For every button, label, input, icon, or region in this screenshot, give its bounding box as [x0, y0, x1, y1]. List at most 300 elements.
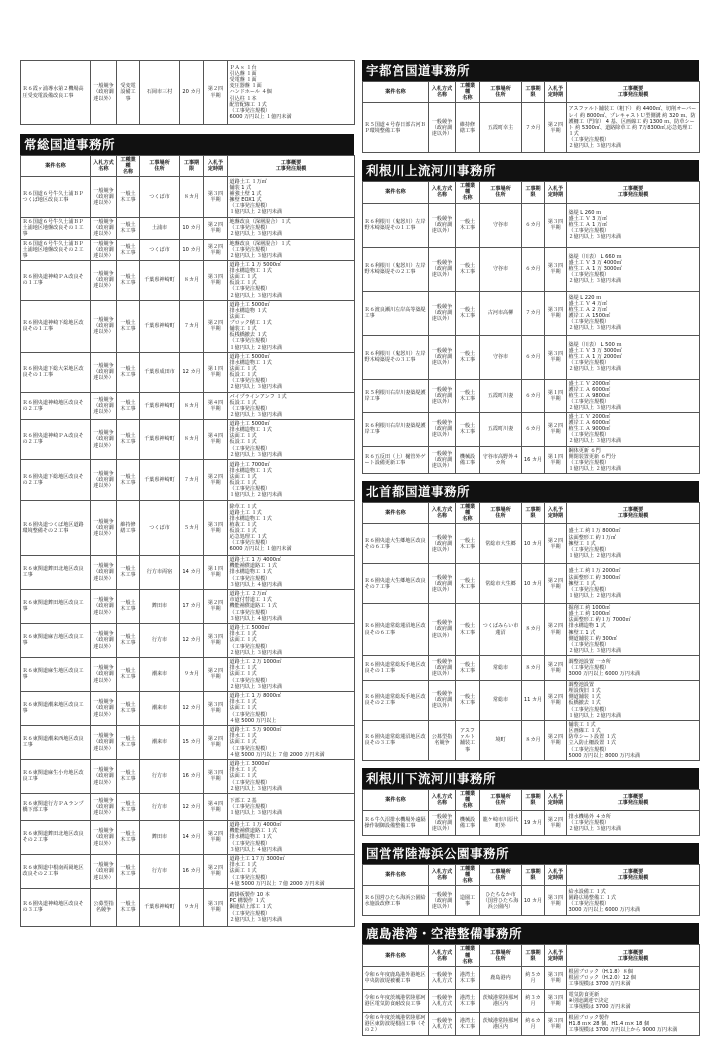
work-place: つくばみらい市蓮沼 [480, 604, 522, 656]
work-type: 一般土木工事 [117, 392, 140, 419]
work-type: 一般土木工事 [456, 379, 480, 412]
bid-time: 第３四半期 [204, 177, 228, 218]
work-place: つくば市 [140, 239, 180, 260]
work-place: 守谷市 [480, 335, 522, 379]
work-place: 守谷市高野外４カ所 [480, 446, 522, 473]
header-work-detail: 工事概要 工事発注規模 [228, 156, 355, 177]
work-type: 一般土木工事 [117, 725, 140, 759]
work-type: 一般土木工事 [117, 459, 140, 500]
header-bid-method: 入札方式 名称 [429, 182, 456, 203]
work-period: ９カ月 [180, 657, 204, 691]
office-section [362, 923, 699, 1035]
work-place: 常総市 [480, 680, 522, 720]
header-bid-method: 入札方式 名称 [429, 945, 456, 966]
work-period: 約３カ月 [522, 989, 545, 1012]
header-bid-time: 入札予 定時期 [545, 182, 567, 203]
work-place: 潮来市 [140, 691, 180, 725]
bid-method: 一般競争（政府調達以外） [91, 623, 117, 657]
header-work-period: 工事期限 [522, 502, 545, 523]
table-row [363, 335, 700, 379]
header-work-type: 工種業種 名称 [456, 182, 480, 203]
project-name: Ｒ６圏央道大生郷地区改良その７工事 [363, 564, 429, 604]
table-row [363, 524, 700, 564]
work-period: ７カ月 [180, 300, 204, 352]
work-place: 行方市 [140, 759, 180, 793]
header-project-name: 案件名称 [363, 789, 429, 810]
bid-method: 一般競争（政府調達以外） [91, 61, 117, 125]
work-period: 10 カ月 [522, 886, 545, 916]
work-detail: 道路土工 ２万 1000㎥ 排水工 １式 法面工 １式 （工事発注規模） ２億円以上 ３億円未満 [228, 657, 355, 691]
header-work-period: 工事期限 [180, 156, 204, 177]
work-detail: 道路土工 ５万 9000㎥ 排水工 １式 法面工 １式 （工事発注規模） ４億 5000 万円以上 ７億 2000 万円未満 [228, 725, 355, 759]
project-name: Ｒ６渡良瀬川左岸高等築堤工事 [363, 291, 429, 335]
header-project-name: 案件名称 [363, 182, 429, 203]
project-name: Ｒ６国道６号牛久土浦ＢＰ土浦地区地盤改良その２工事 [21, 239, 91, 260]
project-name: Ｒ６圏央道大生郷地区改良その６工事 [363, 524, 429, 564]
bid-method: 一般競争（政府調達以外） [91, 589, 117, 623]
table-header-row [363, 945, 700, 966]
work-place: 五霞町川妻 [480, 413, 522, 446]
work-period: 10 カ月 [180, 239, 204, 260]
work-detail: 道路土工 7000㎥ 排水構造物工 １式 法面工 １式 仮設工 １式 （工事発注規模） １億円以上 ２億円未満 [228, 459, 355, 500]
project-name: Ｒ６東関道鉾田地区改良工事 [21, 589, 91, 623]
work-detail: 地盤改良（深層混合）１式 （工事発注規模） ２億円以上 ３億円未満 [228, 218, 355, 239]
work-detail: 道路土工 5000㎥ 排水工 １式 法面工 １式 （工事発注規模） ２億円以上 ３億円未満 [228, 623, 355, 657]
work-place: ひたちなか市（国営ひたち海浜公園内） [480, 886, 522, 916]
bid-method: 一般競争（政府調達以外） [91, 820, 117, 854]
bid-time: 第２四半期 [204, 725, 228, 759]
work-detail: 道路土工 ２万㎥ 市道付替道工 １式 機能補償道路工 １式 （工事発注規模） ３億円以上 ４億円未満 [228, 589, 355, 623]
work-period: 12 カ月 [180, 691, 204, 725]
office-section [362, 768, 699, 836]
bid-method: 一般競争（政府調達以外） [91, 352, 117, 392]
work-type: 港湾土木工事 [456, 1012, 480, 1035]
office-title: 宇都宮国道事務所 [362, 60, 699, 81]
bid-time: 第３四半期 [204, 759, 228, 793]
work-place: 千葉県神崎町 [140, 459, 180, 500]
header-project-name: 案件名称 [363, 502, 429, 523]
work-period: 14 カ月 [180, 555, 204, 589]
work-place: つくば市 [140, 500, 180, 555]
bid-time: 第２四半期 [545, 103, 567, 153]
bid-time: 第３四半期 [204, 260, 228, 300]
project-name: Ｒ６牛久沼排水機場外遠隔操作制御設備整備工事 [363, 811, 429, 836]
office-section [362, 481, 699, 761]
bid-method: 一般競争（政府調達以外） [429, 291, 456, 335]
contract-table [362, 181, 700, 474]
work-type: 一般土木工事 [117, 820, 140, 854]
table-header-row [21, 156, 355, 177]
bid-method: 一般競争（政府調達以外） [91, 691, 117, 725]
work-place: 行方市 [140, 854, 180, 888]
bid-time: 第３四半期 [545, 886, 567, 916]
bid-time: 第３四半期 [545, 203, 567, 247]
work-period: ５カ月 [180, 500, 204, 555]
bid-method: 一般競争（政府調達以外） [91, 260, 117, 300]
bid-time: 第２四半期 [204, 239, 228, 260]
work-period: ８カ月 [180, 419, 204, 459]
work-period: ７カ月 [522, 291, 545, 335]
bid-method: 一般競争入札方式 [429, 1012, 456, 1035]
office-section [362, 843, 699, 916]
header-work-period: 工事期限 [522, 945, 545, 966]
work-place: 千葉県成田市 [140, 352, 180, 392]
header-bid-time: 入札予 定時期 [545, 502, 567, 523]
work-type: 一般土木工事 [117, 623, 140, 657]
work-detail: 盛土工 約１万 8000㎥ 法面整形工 約１万㎡ 擁壁工 １式 （工事発注規模） １億円以上 ２億円未満 [567, 524, 700, 564]
table-row [21, 218, 355, 239]
header-work-detail: 工事概要 工事発注規模 [567, 82, 700, 103]
project-name: 令和６年度鹿島港外港地区中央防波堤被覆工事 [363, 966, 429, 989]
bid-time: 第１四半期 [204, 555, 228, 589]
work-type: 一般土木工事 [117, 691, 140, 725]
table-row [21, 419, 355, 459]
table-row [21, 392, 355, 419]
bid-method: 一般競争（政府調達以外） [91, 854, 117, 888]
project-name: Ｒ６東関道麻吉地区改良工事 [21, 623, 91, 657]
bid-method: 一般競争（政府調達以外） [91, 177, 117, 218]
work-detail: 調整池設置 一カ所 （工事発注規模） 3000 万円以上 6000 万円未満 [567, 655, 700, 680]
bid-time: 第４四半期 [204, 392, 228, 419]
bid-time: 第２四半期 [545, 564, 567, 604]
bid-time: 第２四半期 [204, 820, 228, 854]
bid-method: 一般競争（政府調達以外） [91, 500, 117, 555]
table-header-row [363, 182, 700, 203]
table-row [21, 820, 355, 854]
work-type: 造園工事 [456, 886, 480, 916]
work-place: 守谷市 [480, 203, 522, 247]
contract-table [20, 60, 355, 125]
table-row [363, 247, 700, 291]
work-type: 機械設備工事 [456, 811, 480, 836]
header-bid-method: 入札方式 名称 [429, 82, 456, 103]
work-period: 20 カ月 [180, 61, 204, 125]
bid-time: 第４四半期 [204, 793, 228, 820]
table-row [363, 291, 700, 335]
header-work-detail: 工事概要 工事発注規模 [567, 789, 700, 810]
project-name: Ｒ６国営ひたち海浜公園給水施設改修工事 [363, 886, 429, 916]
work-detail: 道路土工 1７万 3000㎥ 排水工 １式 法面工 １式 （工事発注規模） ４億 5000 万円以上 ７億 2000 万円未満 [228, 854, 355, 888]
work-period: ８カ月 [180, 392, 204, 419]
contract-table [20, 155, 355, 927]
work-place: 千葉県神崎町 [140, 419, 180, 459]
work-detail: 築堤（川表） L 500 ｍ 盛土工 Ｖ 3 万 3000㎥ 植生工 Ａ 1 万 2000㎥ （工事発注規模） ２億円以上 ３億円未満 [567, 335, 700, 379]
bid-method: 一般競争（政府調達以外） [429, 335, 456, 379]
work-place: 守谷市 [480, 247, 522, 291]
project-name: Ｒ６圏央道神崎ＰＡ改良その２工事 [21, 419, 91, 459]
bid-method: 一般競争（政府調達以外） [91, 218, 117, 239]
work-type: 一般土木工事 [456, 564, 480, 604]
work-detail: 電気防食更新 ※別途調達で決定 工事規模は 3700 万円未満 [567, 989, 700, 1012]
bid-time: 第２四半期 [545, 604, 567, 656]
bid-time: 第３四半期 [545, 335, 567, 379]
bid-method: 一般競争（政府調達以外） [91, 759, 117, 793]
work-place: 鉾田市 [140, 820, 180, 854]
header-work-place: 工事場所 住所 [480, 789, 522, 810]
project-name: Ｒ６利根川（鬼怒川）左岸野木崎築堤その１工事 [363, 203, 429, 247]
office-section [362, 60, 699, 153]
header-work-place: 工事場所 住所 [480, 182, 522, 203]
table-row [21, 854, 355, 888]
office-section [362, 160, 699, 474]
work-detail: 根固ブロック製作 H1.8 ｍ× 28 個、H1.4 ｍ× 18 個 工事規模は 3700 万円以上から 9000 万円未満 [567, 1012, 700, 1035]
work-place: 境町 [480, 720, 522, 760]
contract-table [362, 944, 700, 1035]
table-row [21, 500, 355, 555]
table-row [21, 623, 355, 657]
table-row [363, 966, 700, 989]
bid-time: 第３四半期 [545, 1012, 567, 1035]
work-place: 鉾田市 [140, 589, 180, 623]
work-period: 16 カ月 [180, 759, 204, 793]
work-period: ８カ月 [180, 177, 204, 218]
work-place: 土浦市 [140, 218, 180, 239]
bid-time: 第２四半期 [204, 854, 228, 888]
bid-method: 一般競争（政府調達以外） [91, 725, 117, 759]
work-type: 一般土木工事 [456, 604, 480, 656]
table-row [363, 203, 700, 247]
header-work-detail: 工事概要 工事発注規模 [567, 865, 700, 886]
work-place: 千葉県神崎町 [140, 888, 180, 926]
work-detail: 道路土工 5000㎥ 排水構造物 １式 法面工 ブロック積工 １式 舗装工 １式 仮桟橋撤去 １式 （工事発注規模） １億円以上 ２億円未満 [228, 300, 355, 352]
bid-time: 第４四半期 [204, 419, 228, 459]
table-row [21, 239, 355, 260]
table-row [21, 300, 355, 352]
bid-method: 一般競争（政府調達以外） [429, 811, 456, 836]
table-row [21, 260, 355, 300]
bid-time: 第３四半期 [545, 989, 567, 1012]
bid-method: 一般競争（政府調達以外） [429, 564, 456, 604]
work-type: 維持修繕工事 [117, 500, 140, 555]
table-header-row [363, 82, 700, 103]
work-type: 一般土木工事 [456, 203, 480, 247]
project-name: Ｒ６東関道麻生小舟地区改良工事 [21, 759, 91, 793]
work-type: 受変電設備工事 [117, 61, 140, 125]
project-name: Ｒ６圏央道下総地区改良その２工事 [21, 459, 91, 500]
table-row [363, 564, 700, 604]
work-detail: 下部工 ２基 （工事発注規模） １億円以上 ３億円未満 [228, 793, 355, 820]
work-type: 一般土木工事 [117, 300, 140, 352]
work-detail: 調整池設置 埋設復旧 １式 側道舗装 １式 仮橋撤去 １式 （工事発注規模） １億円以上 ２億円未満 [567, 680, 700, 720]
bid-method: 一般競争（政府調達以外） [91, 555, 117, 589]
project-name: Ｒ６霞ヶ浦導水第２機場高圧受変電設備改良工事 [21, 61, 91, 125]
header-work-detail: 工事概要 工事発注規模 [567, 502, 700, 523]
work-period: ６カ月 [522, 203, 545, 247]
project-name: Ｒ６利根川（鬼怒川）左岸野木崎築堤その２工事 [363, 247, 429, 291]
work-period: 約６カ月 [522, 1012, 545, 1035]
work-detail: 除草工 １式 道路土工 １式 排水構造物工 １式 植栽工 １式 仮設工 １式 応急処理工 １式 （工事発注規模） 6000 万円以上 １億円未満 [228, 500, 355, 555]
table-row [21, 725, 355, 759]
project-name: Ｒ６東関道鉾田北地区改良工事 [21, 555, 91, 589]
work-period: ７カ月 [522, 103, 545, 153]
header-bid-time: 入札予 定時期 [545, 789, 567, 810]
office-section [20, 60, 354, 125]
work-period: 10 カ月 [522, 564, 545, 604]
office-title: 鹿島港湾・空港整備事務所 [362, 923, 699, 944]
header-work-place: 工事場所 住所 [480, 865, 522, 886]
table-row [363, 413, 700, 446]
work-period: ６カ月 [522, 379, 545, 412]
work-detail: 道路土工 3000㎥ 排水工 １式 法面工 １式 （工事発注規模） ２億円以上 ３億円未満 [228, 759, 355, 793]
work-type: 一般土木工事 [117, 657, 140, 691]
office-title: 北首都国道事務所 [362, 481, 699, 502]
work-period: 11 カ月 [522, 680, 545, 720]
work-place: 潮来市 [140, 657, 180, 691]
work-type: 一般土木工事 [456, 291, 480, 335]
header-project-name: 案件名称 [363, 82, 429, 103]
bid-time: 第３四半期 [204, 500, 228, 555]
bid-method: 一般競争（政府調達以外） [91, 657, 117, 691]
header-work-period: 工事期限 [522, 82, 545, 103]
header-bid-time: 入札予 定時期 [204, 156, 228, 177]
bid-method: 公募型指名競争 [91, 888, 117, 926]
bid-time: 第３四半期 [204, 691, 228, 725]
table-row [363, 103, 700, 153]
bid-method: 一般競争（政府調達以外） [429, 680, 456, 720]
bid-method: 一般競争入札方式 [429, 966, 456, 989]
work-detail: 道路土工 １万 4000㎥ 機能補償道路工 １式 排水構造物工 １式 （工事発注規模） ３億円以上 ４億円未満 [228, 820, 355, 854]
work-detail: 根固ブロック（H.1.8）８個 根固ブロック（H.2.0）12 個 工事規模は 3700 万円未満 [567, 966, 700, 989]
header-work-type: 工種業種 名称 [456, 502, 480, 523]
work-place: 茨城港常陸那珂港区内 [480, 989, 522, 1012]
work-place: 行方市 [140, 623, 180, 657]
bid-time: 第２四半期 [204, 300, 228, 352]
work-type: 一般土木工事 [456, 413, 480, 446]
project-name: Ｒ６圏央道常総坂手地区改良その１工事 [363, 655, 429, 680]
project-name: Ｒ６東関道鉾田北地区改良その２工事 [21, 820, 91, 854]
project-name: 令和６年度茨城港常陸那珂港区東防波堤根固工事（その２） [363, 1012, 429, 1035]
project-name: Ｒ６東関道潮来西地区改良工事 [21, 725, 91, 759]
bid-method: 公募型指名競争 [429, 720, 456, 760]
header-bid-method: 入札方式 名称 [429, 502, 456, 523]
right-column [362, 60, 699, 1043]
work-period: 12 カ月 [180, 352, 204, 392]
bid-time: 第３四半期 [545, 966, 567, 989]
work-detail: 築堤（川表） L 660 ｍ 盛土工 Ｖ 3 万 4000㎥ 植生工 Ａ 1 万 3000㎥ （工事発注規模） ２億円以上 ３億円未満 [567, 247, 700, 291]
work-detail: 道路土工 5000㎥ 排水構造物工 １式 法面工 １式 仮設工 １式 （工事発注規模） ２億円以上 ３億円未満 [228, 352, 355, 392]
table-header-row [363, 502, 700, 523]
bid-time: 第２四半期 [545, 413, 567, 446]
office-section [20, 134, 354, 927]
work-type: 一般土木工事 [117, 759, 140, 793]
header-work-type: 工種業種 名称 [456, 789, 480, 810]
work-detail: 築堤 L 260 ｍ 盛土工 Ｖ 3 万㎥ 植生工 Ａ 1 万㎥ （工事発注規模） ２億円以上 ３億円未満 [567, 203, 700, 247]
work-period: ８カ月 [522, 655, 545, 680]
table-row [363, 655, 700, 680]
work-period: 15 カ月 [180, 725, 204, 759]
header-project-name: 案件名称 [21, 156, 91, 177]
header-work-place: 工事場所 住所 [480, 945, 522, 966]
project-name: Ｒ６東関道潮来地区改良工事 [21, 691, 91, 725]
table-header-row [363, 865, 700, 886]
work-detail: 築堤 L 220 ｍ 盛土工 Ｖ 4 万㎥ 植生工 Ａ 2 万㎥ 護岸工 Ａ 1500㎡ （工事発注規模） ２億円以上 ３億円未満 [567, 291, 700, 335]
work-period: ９カ月 [180, 888, 204, 926]
bid-time: 第３四半期 [545, 291, 567, 335]
work-type: 港湾土木工事 [456, 966, 480, 989]
header-work-period: 工事期限 [522, 789, 545, 810]
header-work-detail: 工事概要 工事発注規模 [567, 945, 700, 966]
work-period: ７カ月 [180, 459, 204, 500]
work-type: 機械設備工事 [456, 446, 480, 473]
work-place: 千葉県神崎町 [140, 260, 180, 300]
bid-time: 第１四半期 [545, 446, 567, 473]
project-name: Ｒ５国道４号春日部古河ＢＰ環境整備工事 [363, 103, 429, 153]
office-title: 常総国道事務所 [20, 134, 354, 155]
work-type: 一般土木工事 [456, 680, 480, 720]
work-detail: 道路土工 １万㎥ 舗装 1 式 補強土壁 1 式 擁壁 EOX1 式 （工事発注規模） １億円以上 ２億円未満 [228, 177, 355, 218]
work-type: 一般土木工事 [117, 177, 140, 218]
work-place: 行方市 [140, 793, 180, 820]
work-type: 一般土木工事 [117, 793, 140, 820]
bid-method: 一般競争（政府調達以外） [429, 203, 456, 247]
work-type: 一般土木工事 [117, 589, 140, 623]
work-period: 16 カ月 [522, 446, 545, 473]
bid-time: 第３四半期 [204, 623, 228, 657]
work-period: ８カ月 [180, 260, 204, 300]
project-name: Ｒ６東関道行方ＰＡランプ橋下部工事 [21, 793, 91, 820]
bid-time: 第１四半期 [545, 379, 567, 412]
table-row [21, 61, 355, 125]
left-column [20, 60, 354, 934]
header-bid-time: 入札予 定時期 [545, 945, 567, 966]
work-type: 一般土木工事 [456, 655, 480, 680]
work-period: ６カ月 [522, 335, 545, 379]
bid-time: 第２四半期 [545, 720, 567, 760]
project-name: Ｒ６国道６号牛久土浦ＢＰ土浦地区地盤改良その１工事 [21, 218, 91, 239]
header-project-name: 案件名称 [363, 865, 429, 886]
work-type: 一般土木工事 [117, 888, 140, 926]
project-name: Ｒ６圏央道常総坂手地区改良その２工事 [363, 680, 429, 720]
header-bid-method: 入札方式 名称 [91, 156, 117, 177]
table-row [363, 989, 700, 1012]
header-bid-time: 入札予 定時期 [545, 865, 567, 886]
header-work-type: 工種業種 名称 [456, 82, 480, 103]
header-project-name: 案件名称 [363, 945, 429, 966]
work-detail: 盛土工 Ｖ 2000㎥ 護岸工 Ａ 6000㎡ 植生工 Ａ 9800㎡ （工事発注規模） ２億円以上 ３億円未満 [567, 379, 700, 412]
work-place: 石岡市三村 [140, 61, 180, 125]
bid-method: 一般競争（政府調達以外） [429, 886, 456, 916]
header-work-place: 工事場所 住所 [480, 502, 522, 523]
work-detail: 盛土工 約１万 2000㎥ 法面整形工 約 3000㎡ 擁壁工 １式 （工事発注規模） １億円以上 ２億円未満 [567, 564, 700, 604]
table-row [363, 811, 700, 836]
work-period: 19 カ月 [522, 811, 545, 836]
work-place: 千葉県神崎町 [140, 300, 180, 352]
work-period: ６カ月 [522, 247, 545, 291]
work-detail: 給水設備工 １式 園路広場整備工 １式 （工事発注規模） 3000 万円以上 6000 万円未満 [567, 886, 700, 916]
project-name: Ｒ６圏央道常総蓮沼地区改良その３工事 [363, 720, 429, 760]
work-period: 16 カ月 [180, 854, 204, 888]
bid-method: 一般競争（政府調達以外） [91, 793, 117, 820]
bid-time: 第２四半期 [545, 680, 567, 720]
work-detail: 鋼体更新 ６門 開閉装置更新 ６門分 （工事発注規模） １億円以上 ２億円未満 [567, 446, 700, 473]
work-place: 鹿島港内 [480, 966, 522, 989]
work-detail: 地盤改良（深層混合）１式 （工事発注規模） ２億円以上 ３億円未満 [228, 239, 355, 260]
work-type: 一般土木工事 [456, 335, 480, 379]
header-work-period: 工事期限 [522, 182, 545, 203]
bid-time: 第２四半期 [545, 524, 567, 564]
work-detail: 道路土工 1 万 5000㎥ 排水構造物工 １式 法面工 １式 仮設工 １式 （工事発注規模） ２億円以上 ３億円未満 [228, 260, 355, 300]
table-row [21, 177, 355, 218]
table-row [363, 379, 700, 412]
contract-table [362, 81, 700, 153]
work-place: 千葉県神崎町 [140, 392, 180, 419]
bid-method: 一般競争（政府調達以外） [429, 103, 456, 153]
work-place: 常総市大生郷 [480, 564, 522, 604]
table-row [21, 691, 355, 725]
header-work-place: 工事場所 住所 [480, 82, 522, 103]
office-title: 国営常陸海浜公園事務所 [362, 843, 699, 864]
bid-time: 第２四半期 [204, 459, 228, 500]
